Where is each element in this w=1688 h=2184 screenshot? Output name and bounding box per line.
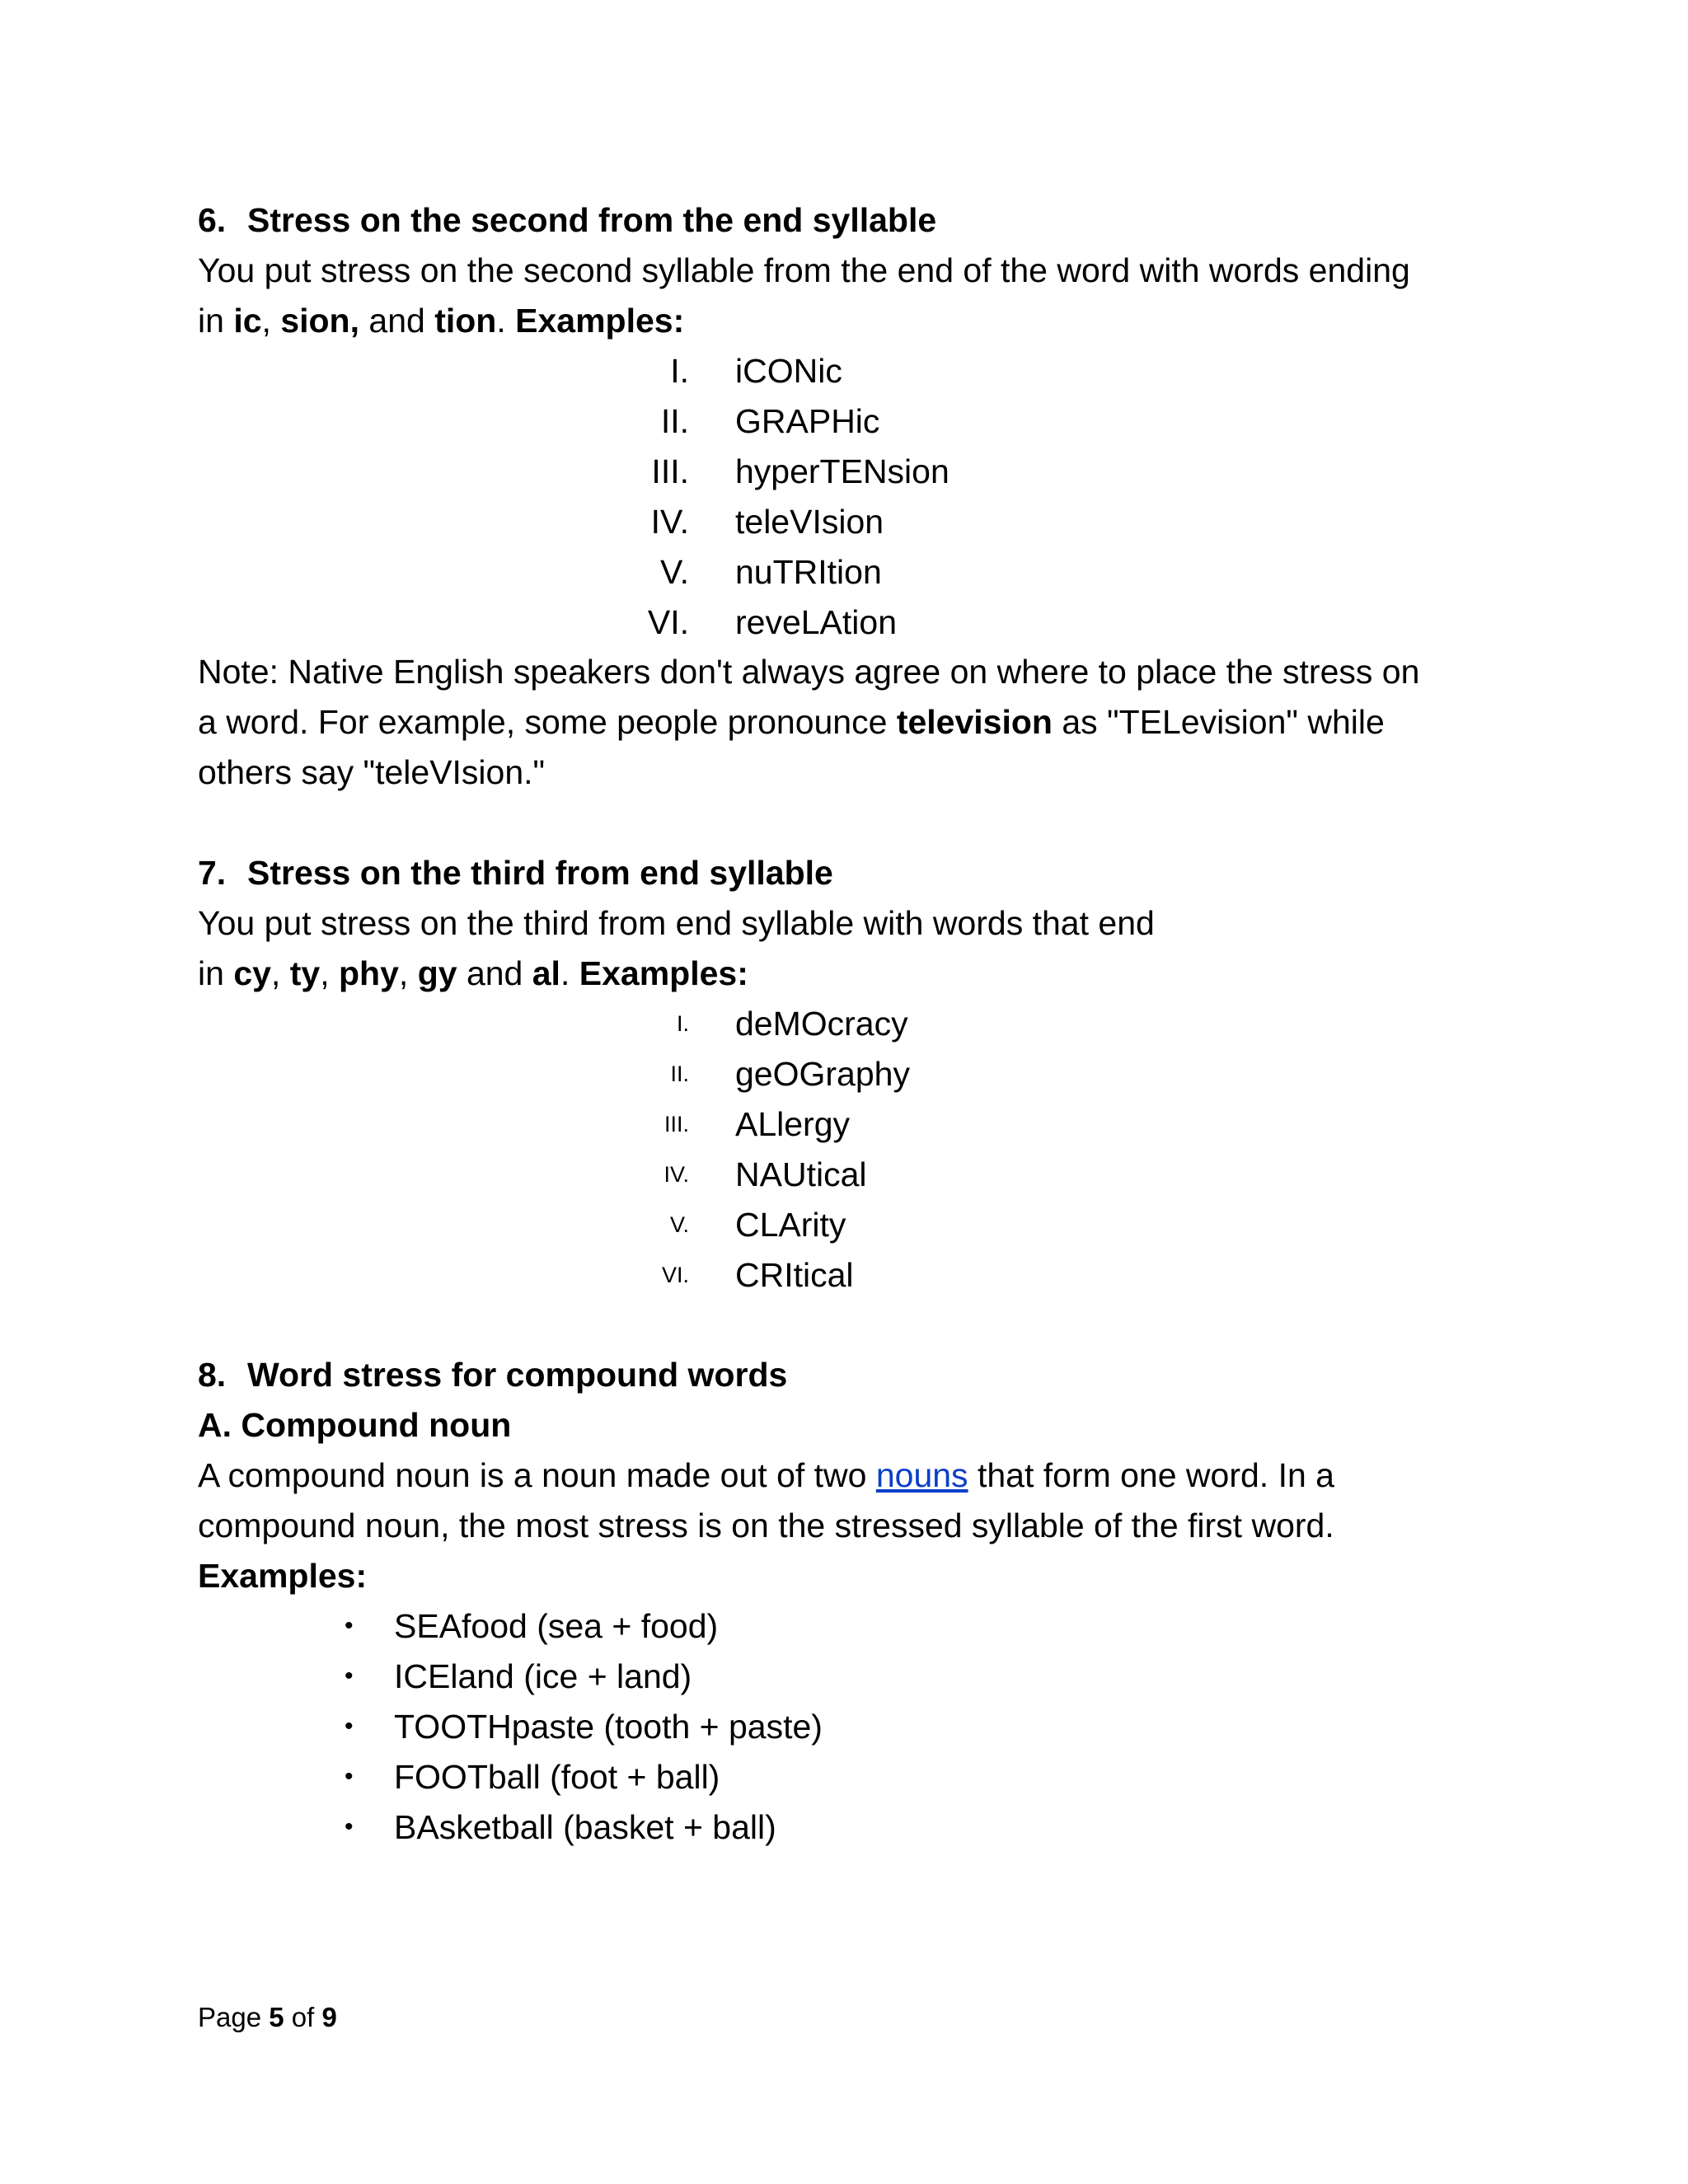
bullet-icon: •: [345, 1813, 354, 1840]
section-8-examples-label: Examples:: [198, 1557, 368, 1595]
section-6-note-line-3: others say "teleVIsion.": [198, 753, 546, 791]
list-item-word: ALlergy: [735, 1105, 851, 1143]
section-6-paragraph-line-2: in ic, sion, and tion. Examples:: [198, 302, 685, 340]
list-item-number: I.: [670, 352, 689, 390]
section-6-note-line-2: a word. For example, some people pronounce television as "TELevision" while: [198, 703, 1385, 741]
list-item-word: teleVIsion: [735, 503, 884, 541]
list-item-word: reveLAtion: [735, 603, 898, 641]
list-item-word: CLArity: [735, 1206, 846, 1244]
page-footer: Page 5 of 9: [198, 2002, 337, 2032]
bullet-icon: •: [345, 1763, 354, 1790]
list-item-text: ICEland (ice + land): [394, 1657, 692, 1695]
list-item-text: BAsketball (basket + ball): [394, 1808, 776, 1846]
list-item-word: deMOcracy: [735, 1005, 908, 1043]
section-7-paragraph-line-1: You put stress on the third from end syllable with words that end: [198, 904, 1155, 942]
list-item-number: I.: [676, 1011, 689, 1036]
section-8-paragraph-line-2: compound noun, the most stress is on the stressed syllable of the first word.: [198, 1507, 1334, 1544]
list-item-number: VI.: [661, 1263, 689, 1287]
list-item-word: GRAPHic: [735, 402, 880, 440]
list-item-number: VI.: [647, 603, 689, 641]
list-item-word: hyperTENsion: [735, 452, 950, 490]
nouns-link[interactable]: nouns: [875, 1456, 968, 1494]
bullet-icon: •: [345, 1713, 354, 1740]
list-item-number: II.: [670, 1062, 689, 1086]
section-8-paragraph-line-1: A compound noun is a noun made out of two nouns that form one word. In a: [198, 1456, 1334, 1494]
bullet-icon: •: [345, 1662, 354, 1690]
section-7-paragraph-line-2: in cy, ty, phy, gy and al. Examples:: [198, 954, 748, 992]
list-item-text: TOOTHpaste (tooth + paste): [394, 1708, 823, 1746]
section-6-heading: 6. Stress on the second from the end syllable: [198, 201, 937, 239]
list-item-word: iCONic: [735, 352, 842, 390]
section-8-heading: 8. Word stress for compound words: [198, 1356, 788, 1394]
list-item-number: III.: [663, 1112, 689, 1137]
list-item-word: nuTRItion: [735, 553, 882, 591]
section-6-paragraph-line-1: You put stress on the second syllable from the end of the word with words ending: [198, 251, 1410, 289]
list-item-number: III.: [651, 452, 689, 490]
list-item-number: II.: [660, 402, 689, 440]
list-item-word: geOGraphy: [735, 1055, 910, 1093]
bullet-icon: •: [345, 1612, 354, 1639]
section-6-note-line-1: Note: Native English speakers don't always agree on where to place the stress on: [198, 653, 1420, 691]
list-item-number: V.: [660, 553, 689, 591]
list-item-word: NAUtical: [735, 1155, 867, 1193]
list-item-text: FOOTball (foot + ball): [394, 1758, 720, 1796]
section-8-subheading: A. Compound noun: [198, 1406, 512, 1444]
section-7-heading: 7. Stress on the third from end syllable: [198, 854, 833, 892]
list-item-word: CRItical: [735, 1256, 854, 1294]
list-item-text: SEAfood (sea + food): [394, 1607, 719, 1645]
list-item-number: IV.: [663, 1162, 689, 1187]
list-item-number: IV.: [650, 503, 689, 541]
list-item-number: V.: [669, 1212, 689, 1237]
